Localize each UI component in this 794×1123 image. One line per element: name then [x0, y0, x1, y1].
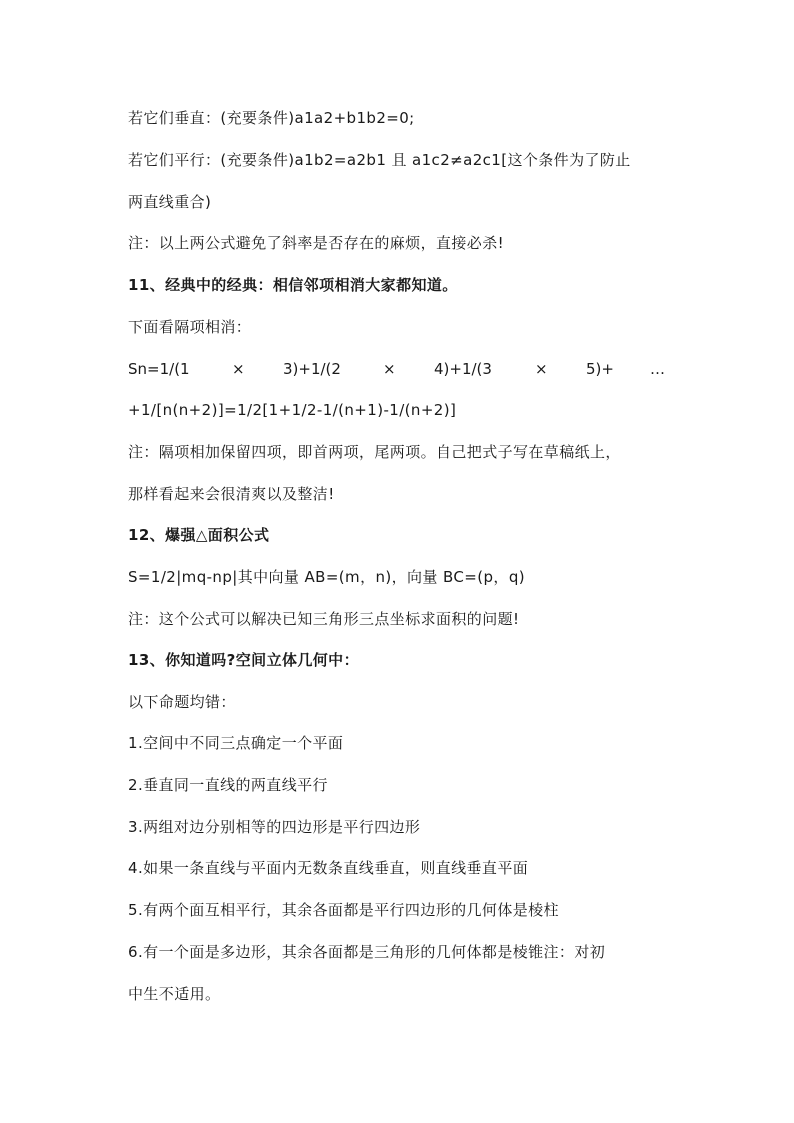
- parallel-condition: 若它们平行：(充要条件)a1b2=a2b1 且 a1c2≠a2c1[这个条件为了防止: [128, 151, 631, 169]
- proposition-4: 4.如果一条直线与平面内无数条直线垂直，则直线垂直平面: [128, 859, 529, 877]
- parallel-condition-cont: 两直线重合): [128, 193, 212, 211]
- section-heading-11: 11、经典中的经典：相信邻项相消大家都知道。: [128, 276, 458, 294]
- section-heading-13: 13、你知道吗?空间立体几何中：: [128, 651, 359, 669]
- sum-formula-cont: +1/[n(n+2)]=1/2[1+1/2-1/(n+1)-1/(n+2)]: [128, 401, 457, 419]
- note-formulas: 注：以上两公式避免了斜率是否存在的麻烦，直接必杀!: [128, 234, 505, 252]
- note-four-terms: 注：隔项相加保留四项，即首两项，尾两项。自己把式子写在草稿纸上，: [128, 443, 621, 461]
- formula-times: ×: [535, 360, 548, 378]
- proposition-5: 5.有两个面互相平行，其余各面都是平行四边形的几何体是棱柱: [128, 901, 559, 919]
- perpendicular-condition: 若它们垂直：(充要条件)a1a2+b1b2=0;: [128, 109, 415, 127]
- false-propositions-intro: 以下命题均错：: [128, 693, 236, 711]
- proposition-6: 6.有一个面是多边形，其余各面都是三角形的几何体都是棱锥注：对初: [128, 943, 606, 961]
- note-four-terms-cont: 那样看起来会很清爽以及整洁!: [128, 485, 335, 503]
- proposition-2: 2.垂直同一直线的两直线平行: [128, 776, 328, 794]
- proposition-1: 1.空间中不同三点确定一个平面: [128, 734, 344, 752]
- formula-part: 3)+1/(2: [283, 360, 341, 378]
- formula-times: ×: [232, 360, 245, 378]
- formula-part: Sn=1/(1: [128, 360, 190, 378]
- intro-alternating-cancel: 下面看隔项相消：: [128, 318, 252, 336]
- proposition-6-cont: 中生不适用。: [128, 985, 221, 1003]
- note-area-formula: 注：这个公式可以解决已知三角形三点坐标求面积的问题!: [128, 610, 520, 628]
- area-formula: S=1/2|mq-np|其中向量 AB=(m，n)，向量 BC=(p，q): [128, 568, 526, 586]
- section-heading-12: 12、爆强△面积公式: [128, 526, 270, 544]
- formula-part: 5)+: [586, 360, 614, 378]
- formula-part: 4)+1/(3: [434, 360, 492, 378]
- formula-ellipsis: …: [650, 360, 665, 378]
- proposition-3: 3.两组对边分别相等的四边形是平行四边形: [128, 818, 421, 836]
- formula-times: ×: [383, 360, 396, 378]
